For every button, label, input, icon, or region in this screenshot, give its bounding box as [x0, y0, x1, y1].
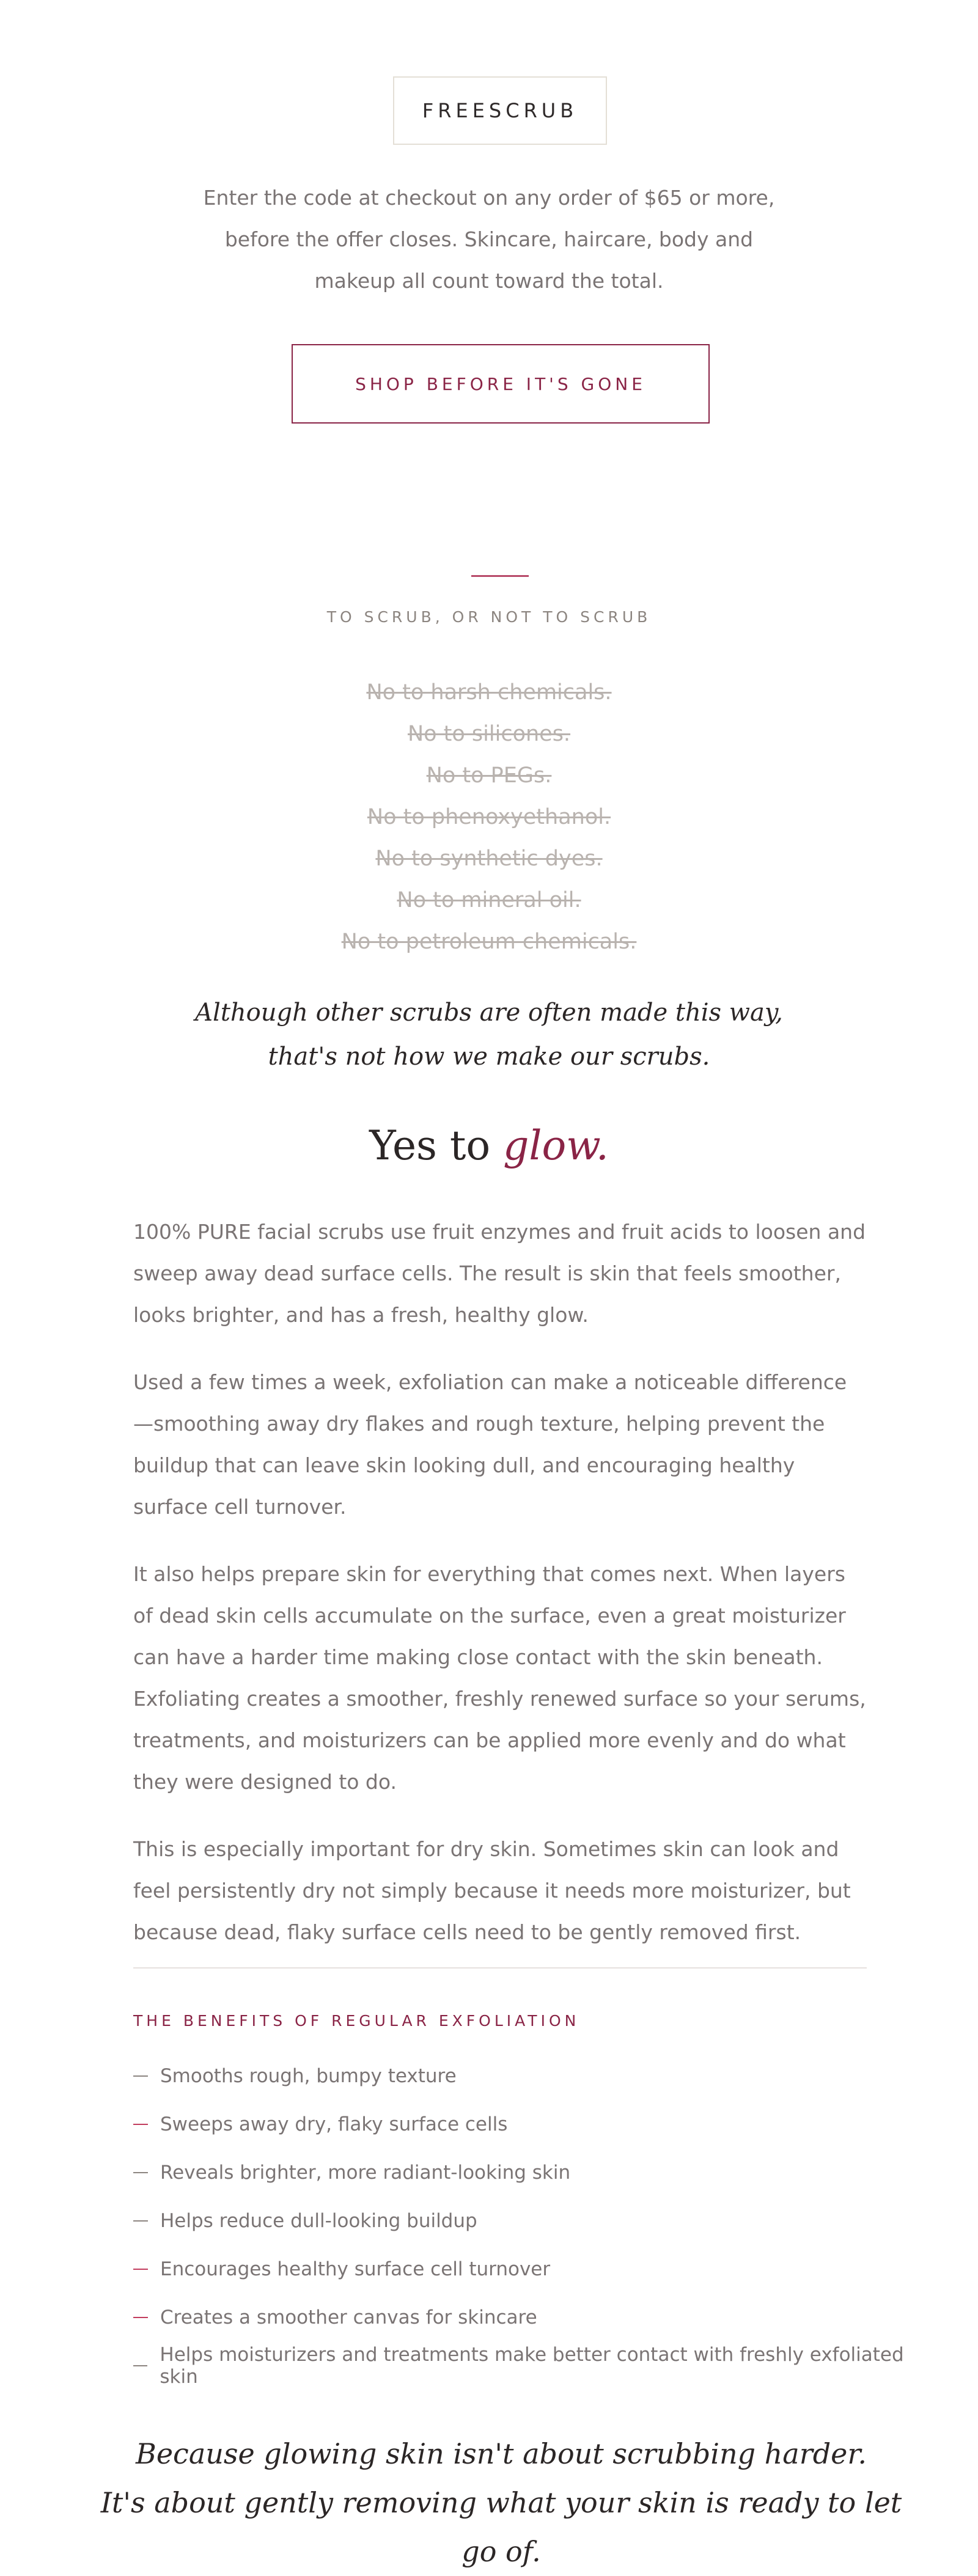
shop-cta-label: SHOP BEFORE IT'S GONE: [355, 373, 646, 394]
dash-icon: [133, 2124, 148, 2125]
no-to-item: No to PEGs.: [426, 763, 552, 788]
dash-icon: [133, 2220, 148, 2222]
dash-icon: [133, 2269, 148, 2270]
no-to-item: No to petroleum chemicals.: [341, 930, 637, 954]
promo-description: Enter the code at checkout on any order of $65 or more, before the offer closes. Skincare, haircare, body and makeup all count toward the total.: [203, 186, 775, 293]
dash-icon: [133, 2172, 148, 2173]
dash-icon: [133, 2365, 147, 2366]
no-to-item: No to mineral oil.: [397, 888, 581, 912]
no-to-item: No to silicones.: [407, 722, 571, 746]
dash-icon: [133, 2075, 148, 2077]
italic-note-line-2: that's not how we make our scrubs.: [268, 1043, 710, 1071]
promo-code-box: [393, 76, 607, 145]
yes-heading-prefix: Yes to: [369, 1122, 491, 1169]
no-to-item: No to phenoxyethanol.: [367, 805, 611, 829]
body-copy: [133, 1211, 867, 1979]
body-paragraph: Used a few times a week, exfoliation can make a noticeable difference—smoothing away dry flakes and rough texture, helping prevent the buildup that can leave skin looking dull, and encouraging healthy surface cell turnover.: [133, 1370, 847, 1519]
benefit-item: [133, 2245, 928, 2293]
shop-cta-button[interactable]: [292, 344, 710, 424]
benefits-heading: THE BENEFITS OF REGULAR EXFOLIATION: [133, 2012, 580, 2030]
benefit-text: Reveals brighter, more radiant-looking skin: [160, 2161, 571, 2184]
yes-heading-accent: glow.: [503, 1122, 609, 1169]
benefit-item: [133, 2100, 928, 2148]
no-to-list: [183, 672, 795, 963]
benefit-text: Helps reduce dull-looking buildup: [160, 2209, 477, 2232]
body-paragraph: 100% PURE facial scrubs use fruit enzymes and fruit acids to loosen and sweep away dead surface cells. The result is skin that feels smoother, looks brighter, and has a fresh, healthy glow.: [133, 1220, 866, 1327]
closing-line-1: Because glowing skin isn't about scrubbing harder.: [136, 2437, 867, 2470]
benefits-list: [133, 2052, 928, 2390]
accent-rule: [471, 575, 529, 577]
closing-line-2: It's about gently removing what your skin is ready to let go of.: [100, 2486, 902, 2568]
yes-to-glow-heading: [183, 1118, 795, 1173]
benefit-text: Helps moisturizers and treatments make better contact with freshly exfoliated skin: [160, 2343, 904, 2388]
benefit-text: Creates a smoother canvas for skincare: [160, 2306, 537, 2328]
body-paragraph: This is especially important for dry skin. Sometimes skin can look and feel persistently dry not simply because it needs more moisturizer, but because dead, flaky surface cells need to be gently removed first.: [133, 1837, 851, 1944]
benefit-item: [133, 2148, 928, 2196]
benefit-text: Sweeps away dry, flaky surface cells: [160, 2113, 508, 2135]
no-to-item: No to synthetic dyes.: [375, 846, 603, 871]
benefit-item: [133, 2293, 928, 2341]
section-divider: [133, 1967, 867, 1969]
closing-quote: [92, 2429, 911, 2576]
italic-note-line-1: Although other scrubs are often made this way,: [195, 999, 783, 1027]
benefit-text: Encourages healthy surface cell turnover: [160, 2258, 551, 2280]
promo-code: FREESCRUB: [422, 99, 578, 122]
italic-note: [183, 991, 795, 1079]
no-to-item: No to harsh chemicals.: [366, 680, 612, 705]
section-eyebrow: TO SCRUB, OR NOT TO SCRUB: [326, 608, 652, 626]
benefit-item: [133, 2196, 928, 2245]
benefit-item: [133, 2052, 928, 2100]
dash-icon: [133, 2317, 148, 2318]
benefit-text: Smooths rough, bumpy texture: [160, 2064, 457, 2087]
body-paragraph: It also helps prepare skin for everything that comes next. When layers of dead skin cells accumulate on the surface, even a great moisturizer can have a harder time making close contact with the skin beneath. Exfoliating creates a smoother, freshly renewed surface so your serums, treatments, and moisturizers can be applied more evenly and do what they were designed to do.: [133, 1562, 866, 1794]
benefit-item: [133, 2341, 928, 2390]
